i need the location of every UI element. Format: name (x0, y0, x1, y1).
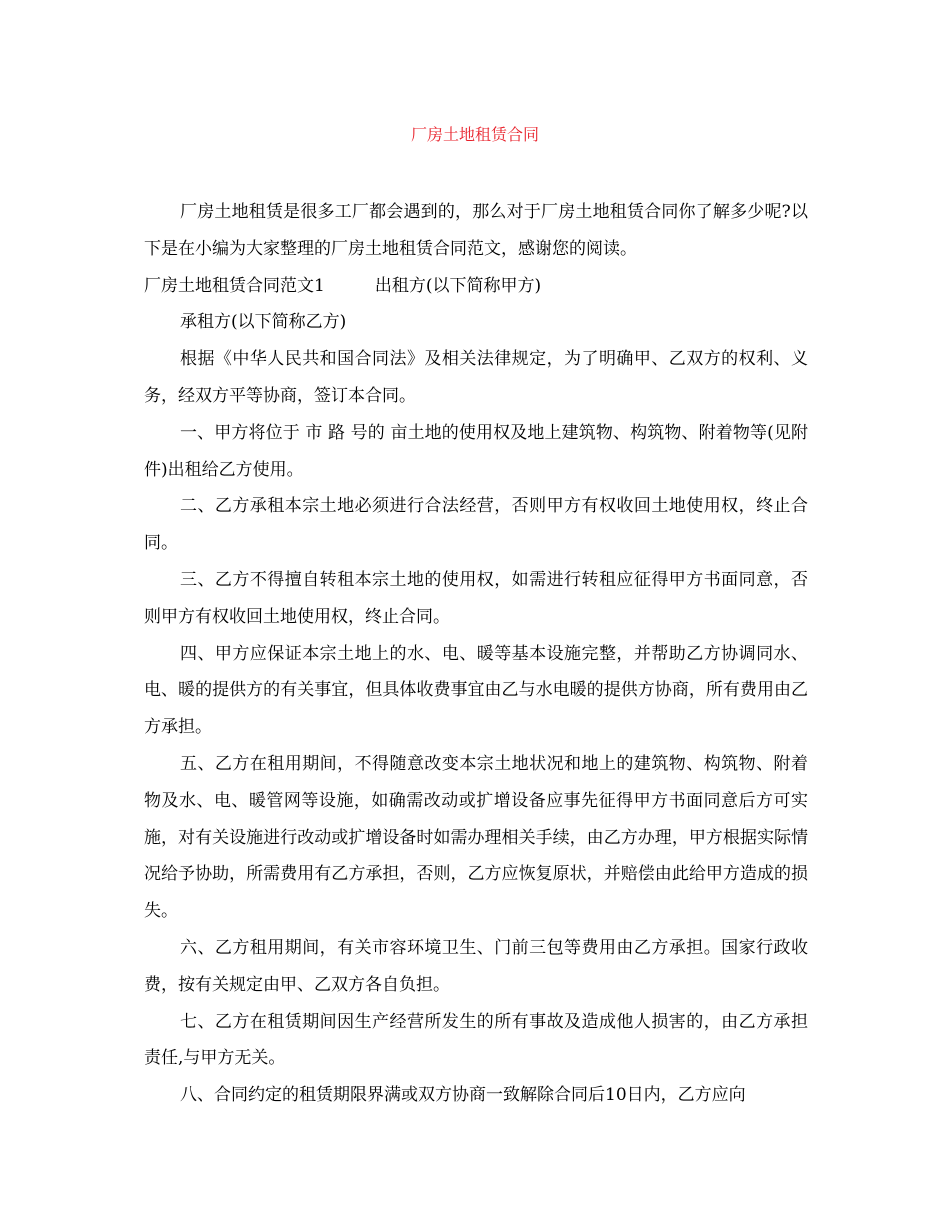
preamble-paragraph: 根据《中华人民共和国合同法》及相关法律规定，为了明确甲、乙双方的权利、义务，经双方平等协商，签订本合同。 (144, 349, 808, 406)
clause-1: 一、甲方将位于 市 路 号的 亩土地的使用权及地上建筑物、构筑物、附着物等(见附件)出租给乙方使用。 (144, 422, 808, 480)
clause-4: 四、甲方应保证本宗土地上的水、电、暖等基本设施完整，并帮助乙方协调同水、电、暖的提供方的有关事宜，但具体收费事宜由乙与水电暖的提供方协商，所有费用由乙方承担。 (144, 643, 808, 738)
sample-heading-line (144, 268, 808, 305)
document-body (144, 194, 808, 1114)
clause-3: 三、乙方不得擅自转租本宗土地的使用权，如需进行转租应征得甲方书面同意，否则甲方有权收回土地使用权，终止合同。 (144, 569, 808, 627)
lessor-line: 出租方(以下简称甲方) (374, 275, 542, 296)
clause-2: 二、乙方承租本宗土地必须进行合法经营，否则甲方有权收回土地使用权，终止合同。 (144, 496, 808, 554)
clause-5: 五、乙方在租用期间，不得随意改变本宗土地状况和地上的建筑物、构筑物、附着物及水、电、暖管网等设施，如确需改动或扩增设备应事先征得甲方书面同意后方可实施，对有关设施进行改动或扩增设备时如需办理相关手续，由乙方办理，甲方根据实际情况给予协助，所需费用有乙方承担，否则，乙方应恢复原状，并赔偿由此给甲方造成的损失。 (144, 753, 808, 922)
lessee-line: 承租方(以下简称乙方) (180, 312, 347, 333)
intro-paragraph: 厂房土地租赁是很多工厂都会遇到的，那么对于厂房土地租赁合同你了解多少呢?以下是在小编为大家整理的厂房土地租赁合同范文，感谢您的阅读。 (144, 202, 808, 259)
clause-8: 八、合同约定的租赁期限界满或双方协商一致解除合同后10日内，乙方应向 (180, 1085, 746, 1106)
sample-heading: 厂房土地租赁合同范文1 (144, 275, 325, 296)
clause-6: 六、乙方租用期间，有关市容环境卫生、门前三包等费用由乙方承担。国家行政收费，按有关规定由甲、乙双方各自负担。 (144, 937, 808, 995)
document-title: 厂房土地租赁合同 (410, 125, 539, 144)
clause-7: 七、乙方在租赁期间因生产经营所发生的所有事故及造成他人损害的，由乙方承担责任,与甲方无关。 (144, 1011, 808, 1069)
